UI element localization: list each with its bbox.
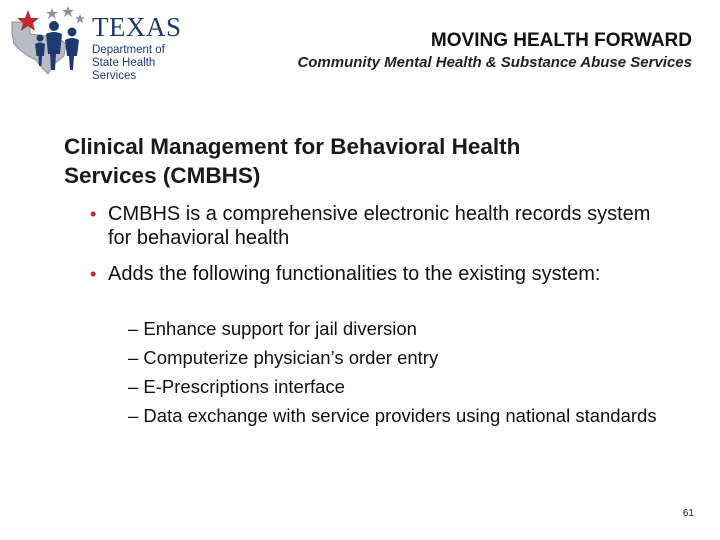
texas-map-family-icon (6, 4, 92, 78)
header-subtitle: Community Mental Health & Substance Abuse Services (297, 54, 692, 71)
sub-bullet-item: – Computerize physician’s order entry (128, 347, 439, 368)
bullet-item (90, 262, 668, 286)
header-title: MOVING HEALTH FORWARD (430, 30, 692, 51)
logo-department-line1: Department of (92, 44, 165, 56)
sub-bullet-item: – Enhance support for jail diversion (128, 318, 417, 339)
logo-department-line2: State Health Services (92, 57, 156, 82)
slide-title-line2: Services (CMBHS) (64, 163, 261, 188)
bullet-dot-icon: • (90, 264, 97, 284)
sub-bullet-item: – E-Prescriptions interface (128, 376, 345, 397)
slide-title (64, 132, 664, 190)
bullet-dot-icon: • (90, 204, 97, 224)
logo-texas-text: TEXAS (92, 12, 182, 42)
slide-title-line1: Clinical Management for Behavioral Health (64, 134, 521, 159)
bullet-text: Adds the following functionalities to the existing system: (108, 263, 601, 285)
logo-department-text (92, 44, 202, 83)
page-number: 61 (682, 508, 694, 519)
bullet-text: CMBHS is a comprehensive electronic health records system for behavioral health (108, 203, 651, 249)
bullet-item (90, 202, 668, 250)
sub-bullet-item: – Data exchange with service providers using national standards (128, 405, 657, 426)
dshs-logo (6, 4, 196, 82)
